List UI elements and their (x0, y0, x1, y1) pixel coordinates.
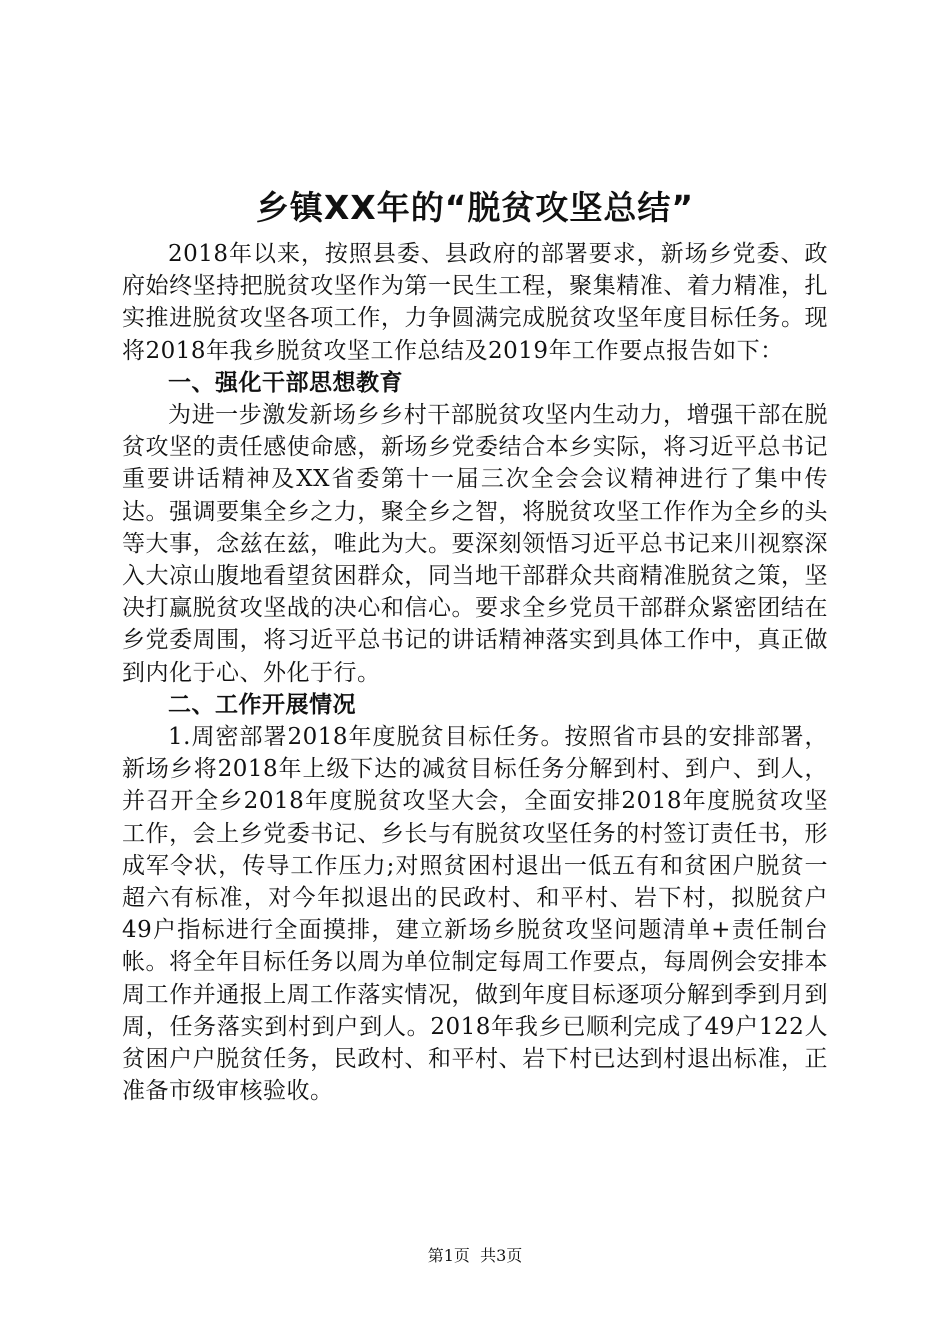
page-footer (0, 1244, 950, 1268)
page-number: 第1页 (427, 1246, 470, 1265)
section-heading-1: 一、强化干部思想教育 (168, 369, 403, 396)
section-paragraph-1: 为进一步激发新场乡乡村干部脱贫攻坚内生动力，增强干部在脱贫攻坚的责任感使命感，新场乡党委结合本乡实际，将习近平总书记重要讲话精神及XX省委第十一届三次全会会议精神进行了集中传达。强调要集全乡之力，聚全乡之智，将脱贫攻坚工作作为全乡的头等大事，念兹在兹，唯此为大。要深刻领悟习近平总书记来川视察深入大凉山腹地看望贫困群众，同当地干部群众共商精准脱贫之策，坚决打赢脱贫攻坚战的决心和信心。要求全乡党员干部群众紧密团结在乡党委周围，将习近平总书记的讲话精神落实到具体工作中，真正做到内化于心、外化于行。 (122, 402, 828, 686)
section-heading-2: 二、工作开展情况 (168, 691, 356, 718)
intro-paragraph: 2018年以来，按照县委、县政府的部署要求，新场乡党委、政府始终坚持把脱贫攻坚作为第一民生工程，聚集精准、着力精准，扎实推进脱贫攻坚各项工作，力争圆满完成脱贫攻坚年度目标任务。现将2018年我乡脱贫攻坚工作总结及2019年工作要点报告如下： (122, 241, 828, 364)
document-title: 乡镇XX年的“脱贫攻坚总结” (255, 188, 695, 227)
document-body (122, 238, 828, 1107)
page-total: 共3页 (480, 1246, 523, 1265)
section-paragraph-2: 1.周密部署2018年度脱贫目标任务。按照省市县的安排部署，新场乡将2018年上级下达的减贫目标任务分解到村、到户、到人，并召开全乡2018年度脱贫攻坚大会，全面安排2018年度脱贫攻坚工作，会上乡党委书记、乡长与有脱贫攻坚任务的村签订责任书，形成军令状，传导工作压力;对照贫困村退出一低五有和贫困户脱贫一超六有标准，对今年拟退出的民政村、和平村、岩下村，拟脱贫户49户指标进行全面摸排，建立新场乡脱贫攻坚问题清单+责任制台帐。将全年目标任务以周为单位制定每周工作要点，每周例会安排本周工作并通报上周工作落实情况，做到年度目标逐项分解到季到月到周，任务落实到村到户到人。2018年我乡已顺利完成了49户122人贫困户户脱贫任务，民政村、和平村、岩下村已达到村退出标准，正准备市级审核验收。 (122, 724, 828, 1105)
